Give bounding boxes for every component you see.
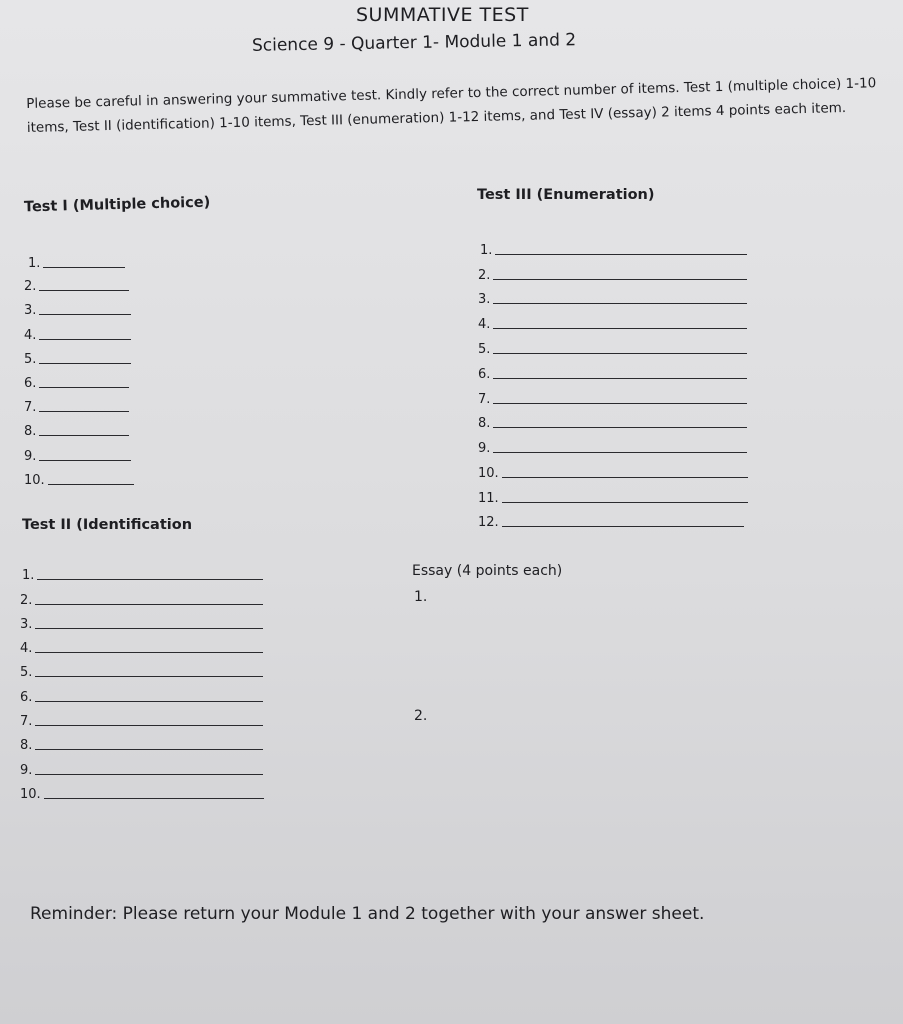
- test2-item-number: 5.: [20, 665, 33, 680]
- test2-item-number: 1.: [22, 568, 35, 583]
- test3-item-number: 4.: [478, 317, 491, 332]
- answer-blank[interactable]: [493, 402, 747, 404]
- test1-item[interactable]: [24, 449, 131, 464]
- essay-item-number: 1.: [414, 589, 428, 605]
- test2-heading: Test II (Identification: [22, 517, 193, 533]
- test1-item-number: 1.: [28, 256, 41, 271]
- answer-blank[interactable]: [35, 651, 263, 653]
- test3-item[interactable]: [478, 416, 747, 431]
- answer-blank[interactable]: [493, 327, 747, 329]
- test2-item[interactable]: [20, 593, 263, 608]
- test2-item-number: 10.: [20, 787, 41, 802]
- test1-item-number: 10.: [24, 473, 45, 488]
- test3-item-number: 7.: [478, 392, 491, 407]
- test3-item[interactable]: [478, 515, 744, 530]
- answer-blank[interactable]: [495, 253, 747, 255]
- test2-item-number: 4.: [20, 641, 33, 656]
- test3-item-number: 1.: [480, 243, 493, 258]
- answer-blank[interactable]: [493, 352, 747, 354]
- test1-item[interactable]: [24, 352, 131, 367]
- test2-item-number: 7.: [20, 714, 33, 729]
- test3-item-number: 5.: [478, 342, 491, 357]
- essay-heading: Essay (4 points each): [412, 563, 563, 579]
- test3-item-number: 3.: [478, 292, 491, 307]
- test1-item[interactable]: [24, 424, 129, 439]
- answer-blank[interactable]: [39, 313, 131, 315]
- answer-blank[interactable]: [39, 459, 131, 461]
- test3-item[interactable]: [478, 367, 747, 382]
- answer-blank[interactable]: [35, 675, 263, 677]
- test3-item[interactable]: [478, 441, 747, 456]
- test3-item-number: 2.: [478, 268, 491, 283]
- test2-item[interactable]: [20, 641, 263, 656]
- test2-item[interactable]: [22, 568, 263, 583]
- test2-item[interactable]: [20, 617, 263, 632]
- test1-item-number: 3.: [24, 303, 37, 318]
- test2-item[interactable]: [20, 714, 263, 729]
- page-subtitle: Science 9 - Quarter 1- Module 1 and 2: [251, 30, 577, 56]
- test3-item-number: 8.: [478, 416, 491, 431]
- test1-item-number: 6.: [24, 376, 37, 391]
- answer-blank[interactable]: [502, 501, 748, 503]
- answer-blank[interactable]: [48, 483, 134, 485]
- test1-item[interactable]: [24, 473, 134, 488]
- test2-item-number: 9.: [20, 763, 33, 778]
- test1-item-number: 7.: [24, 400, 37, 415]
- test1-item[interactable]: [24, 400, 129, 415]
- answer-blank[interactable]: [39, 410, 129, 412]
- test3-item-number: 6.: [478, 367, 491, 382]
- test3-item[interactable]: [480, 243, 747, 258]
- test1-item-number: 4.: [24, 328, 37, 343]
- test3-item-number: 12.: [478, 515, 499, 530]
- answer-blank[interactable]: [493, 426, 747, 428]
- test1-item-number: 9.: [24, 449, 37, 464]
- test1-item[interactable]: [24, 328, 131, 343]
- answer-blank[interactable]: [35, 627, 263, 629]
- test3-heading: Test III (Enumeration): [477, 187, 655, 203]
- test3-item-number: 10.: [478, 466, 499, 481]
- test3-item[interactable]: [478, 392, 747, 407]
- answer-blank[interactable]: [35, 700, 263, 702]
- test3-item[interactable]: [478, 317, 747, 332]
- test3-item-number: 9.: [478, 441, 491, 456]
- answer-blank[interactable]: [39, 434, 129, 436]
- test3-item[interactable]: [478, 342, 747, 357]
- test1-item-number: 5.: [24, 352, 37, 367]
- test1-item[interactable]: [24, 376, 129, 391]
- test1-item[interactable]: [28, 256, 125, 271]
- test2-item[interactable]: [20, 787, 264, 802]
- answer-blank[interactable]: [43, 266, 125, 268]
- answer-blank[interactable]: [39, 289, 129, 291]
- answer-blank[interactable]: [35, 603, 263, 605]
- test3-item[interactable]: [478, 292, 747, 307]
- answer-blank[interactable]: [493, 302, 747, 304]
- test1-item-number: 8.: [24, 424, 37, 439]
- answer-blank[interactable]: [39, 362, 131, 364]
- test1-heading: Test I (Multiple choice): [23, 194, 211, 216]
- reminder-text: Reminder: Please return your Module 1 and 2 together with your answer sheet.: [30, 904, 705, 924]
- page-title: SUMMATIVE TEST: [356, 4, 529, 26]
- answer-blank[interactable]: [493, 278, 747, 280]
- test2-item-number: 8.: [20, 738, 33, 753]
- test2-item[interactable]: [20, 665, 263, 680]
- test3-item[interactable]: [478, 466, 748, 481]
- answer-blank[interactable]: [502, 476, 748, 478]
- test1-item[interactable]: [24, 303, 131, 318]
- answer-blank[interactable]: [35, 773, 263, 775]
- answer-blank[interactable]: [39, 338, 131, 340]
- test3-item[interactable]: [478, 491, 748, 506]
- essay-item-number: 2.: [414, 708, 428, 724]
- test3-item[interactable]: [478, 268, 747, 283]
- answer-blank[interactable]: [37, 578, 263, 580]
- test1-item[interactable]: [24, 279, 129, 294]
- test2-item-number: 3.: [20, 617, 33, 632]
- answer-blank[interactable]: [35, 724, 263, 726]
- test2-item[interactable]: [20, 738, 263, 753]
- answer-blank[interactable]: [39, 386, 129, 388]
- instructions-text: Please be careful in answering your summative test. Kindly refer to the correct number of items. Test 1 (multiple choice) 1-10 items, Test II (identification) 1-10 items, Test III (enumeration) 1-12 items, and Test IV (essay) 2 items 4 points each item.: [26, 75, 877, 136]
- answer-blank[interactable]: [493, 377, 747, 379]
- answer-blank[interactable]: [44, 797, 264, 799]
- test2-item-number: 6.: [20, 690, 33, 705]
- test2-item-number: 2.: [20, 593, 33, 608]
- test3-item-number: 11.: [478, 491, 499, 506]
- answer-blank[interactable]: [502, 525, 744, 527]
- test2-item[interactable]: [20, 690, 263, 705]
- test2-item[interactable]: [20, 763, 263, 778]
- answer-blank[interactable]: [35, 748, 263, 750]
- answer-blank[interactable]: [493, 451, 747, 453]
- test1-item-number: 2.: [24, 279, 37, 294]
